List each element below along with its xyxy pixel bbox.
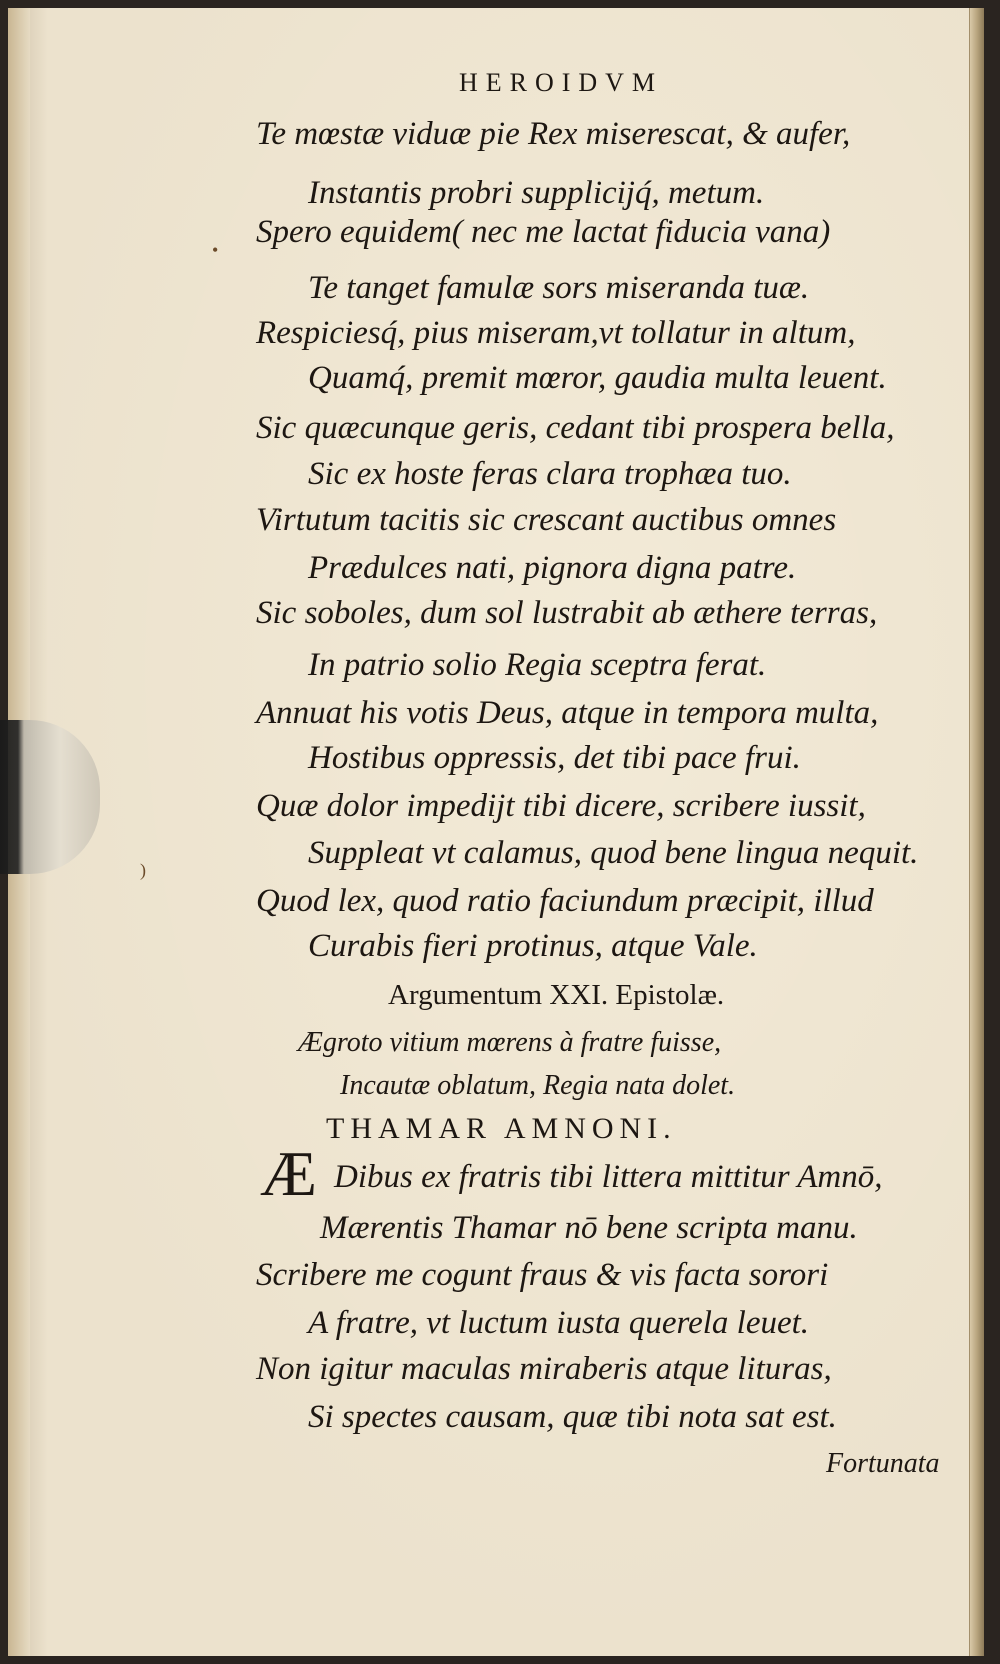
drop-cap: Æ [260, 1138, 317, 1209]
verse-line: Sic ex hoste feras clara trophæa tuo. [308, 456, 792, 492]
verse-line: Quamq́, premit mœror, gaudia multa leuent. [308, 360, 887, 396]
argument-title: Argumentum XXI. Epistolæ. [388, 979, 725, 1011]
verse-line: Non igitur maculas miraberis atque lituras, [256, 1351, 832, 1387]
ink-dot: • [212, 240, 219, 260]
verse-line: Sic soboles, dum sol lustrabit ab æthere terras, [256, 595, 878, 631]
verse-line: Annuat his votis Deus, atque in tempora multa, [256, 695, 879, 731]
verse-line: Respiciesq́, pius miseram,vt tollatur in altum, [256, 315, 856, 351]
verse-line: Prædulces nati, pignora digna patre. [308, 550, 797, 586]
verse-line: Curabis fieri protinus, atque Vale. [308, 928, 758, 964]
verse-line: A fratre, vt luctum iusta querela leuet. [308, 1305, 810, 1341]
verse-line: Dibus ex fratris tibi littera mittitur Amnō, [334, 1159, 883, 1195]
epistle-title: THAMAR AMNONI. [326, 1112, 677, 1145]
verse-line: Hostibus oppressis, det tibi pace frui. [308, 740, 801, 776]
page-clip [0, 720, 100, 874]
verse-line: Spero equidem( nec me lactat fiducia vana) [256, 214, 831, 250]
book-page [8, 8, 984, 1656]
verse-line: Instantis probri supplicijq́, metum. [308, 175, 765, 211]
verse-line: Te tanget famulæ sors miseranda tuæ. [308, 270, 810, 306]
catchword: Fortunata [826, 1448, 940, 1479]
verse-line: Virtutum tacitis sic crescant auctibus omnes [256, 502, 837, 538]
verse-line: Suppleat vt calamus, quod bene lingua nequit. [308, 835, 919, 871]
ink-mark: ) [140, 860, 146, 880]
verse-line: Mærentis Thamar nō bene scripta manu. [320, 1210, 858, 1246]
verse-line: Quæ dolor impedijt tibi dicere, scribere iussit, [256, 788, 866, 824]
running-header: HEROIDVM [458, 68, 664, 97]
verse-line: Scribere me cogunt fraus & vis facta sorori [256, 1257, 829, 1293]
verse-line: Quod lex, quod ratio faciundum præcipit, illud [256, 883, 874, 919]
verse-line: Te mœstæ viduæ pie Rex miserescat, & aufer, [256, 116, 851, 152]
verse-line: Si spectes causam, quæ tibi nota sat est. [308, 1399, 837, 1435]
page-edge [969, 8, 984, 1656]
argument-line: Incautæ oblatum, Regia nata dolet. [340, 1070, 736, 1101]
argument-line: Ægroto vitium mœrens à fratre fuisse, [298, 1027, 722, 1058]
verse-line: Sic quæcunque geris, cedant tibi prospera bella, [256, 410, 895, 446]
verse-line: In patrio solio Regia sceptra ferat. [308, 647, 767, 683]
